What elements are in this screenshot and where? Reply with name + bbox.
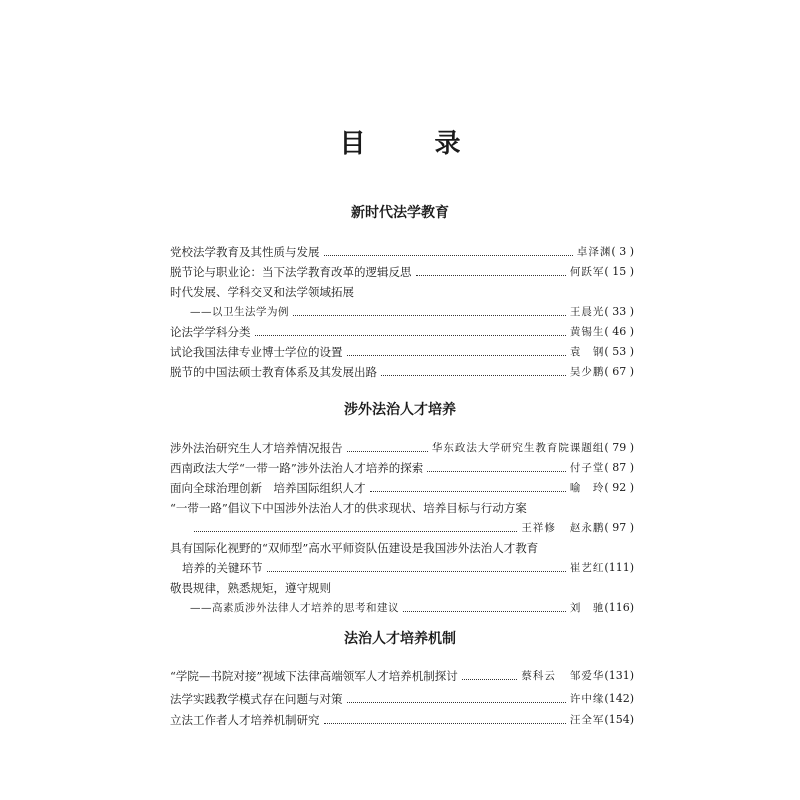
- toc-entry-page: (111): [604, 561, 634, 574]
- section-heading: 法治人才培养机制: [344, 631, 456, 647]
- toc-entry-page: ( 3 ): [611, 245, 634, 258]
- toc-entry[interactable]: [170, 538, 634, 558]
- toc-entry-author: 赵永鹏: [569, 522, 605, 534]
- dot-leader: [462, 678, 518, 680]
- toc-entry-page: ( 33 ): [604, 305, 634, 318]
- toc-entry-author: 付子堂: [569, 462, 605, 474]
- toc-entry[interactable]: [170, 598, 634, 618]
- toc-entry-author: 华东政法大学研究生教育院课题组: [431, 442, 605, 454]
- toc-entry-title: 时代发展、学科交叉和法学领域拓展: [170, 285, 354, 299]
- toc-entry-title: 试论我国法律专业博士学位的设置: [170, 345, 343, 359]
- toc-entry-author: 汪全军: [569, 714, 605, 726]
- toc-entry-author: 王祥修: [521, 522, 556, 534]
- dot-leader: [347, 701, 566, 703]
- toc-entry-page: ( 97 ): [604, 521, 634, 534]
- dot-leader: [324, 722, 566, 724]
- toc-entry-author: 蔡科云: [521, 670, 556, 682]
- toc-entry-title: 脱节的中国法硕士教育体系及其发展出路: [170, 365, 377, 379]
- section-heading: 新时代法学教育: [351, 205, 449, 221]
- toc-entry-author: 崔艺红: [569, 562, 605, 574]
- toc-entry[interactable]: [170, 478, 634, 498]
- section-heading: 涉外法治人才培养: [344, 402, 456, 418]
- dot-leader: [370, 490, 566, 492]
- toc-entry-title: “学院—书院对接”视域下法律高端领军人才培养机制探讨: [170, 669, 458, 683]
- toc-entry-subtitle: ——高素质涉外法律人才培养的思考和建议: [190, 602, 399, 614]
- toc-entry-page: ( 46 ): [604, 325, 634, 338]
- toc-entry-author: 黄锡生: [569, 326, 605, 338]
- toc-entry-title: 敬畏规律，熟悉规矩，遵守规则: [170, 581, 331, 595]
- toc-entry[interactable]: [170, 282, 634, 302]
- dot-leader: [347, 354, 566, 356]
- toc-entry-author: 邹爱华: [569, 670, 605, 682]
- toc-entry-title: 脱节论与职业论：当下法学教育改革的逻辑反思: [170, 265, 412, 279]
- toc-entry-title: 论法学学科分类: [170, 325, 251, 339]
- toc-entry[interactable]: [170, 242, 634, 262]
- toc-entry-page: (116): [604, 601, 634, 614]
- dot-leader: [403, 610, 566, 612]
- toc-entry[interactable]: [170, 362, 634, 382]
- toc-entry-title: 立法工作者人才培养机制研究: [170, 713, 320, 727]
- dot-leader: [293, 314, 566, 316]
- toc-entry[interactable]: [170, 262, 634, 282]
- dot-leader: [194, 530, 517, 532]
- toc-entry-author: 何跃军: [569, 266, 605, 278]
- toc-entry[interactable]: [170, 498, 634, 518]
- toc-entry-author: 王晨光: [569, 306, 605, 318]
- toc-entry-author: 吴少鹏: [569, 366, 605, 378]
- toc-entry[interactable]: [170, 518, 634, 538]
- toc-entry-author: 卓泽渊: [576, 246, 612, 258]
- toc-entry-author: 袁 钢: [569, 346, 605, 358]
- toc-entry-subtitle: ——以卫生法学为例: [190, 306, 289, 318]
- dot-leader: [381, 374, 566, 376]
- toc-entry[interactable]: [170, 438, 634, 458]
- toc-entry-author: 刘 驰: [569, 602, 605, 614]
- toc-entry[interactable]: [170, 666, 634, 686]
- toc-entry-page: ( 67 ): [604, 365, 634, 378]
- toc-entry[interactable]: [170, 342, 634, 362]
- toc-entry-page: ( 87 ): [604, 461, 634, 474]
- toc-entry-page: ( 53 ): [604, 345, 634, 358]
- toc-entry-title: 西南政法大学“一带一路”涉外法治人才培养的探索: [170, 461, 424, 475]
- toc-entry-page: ( 92 ): [604, 481, 634, 494]
- toc-entry-title: 培养的关键环节: [182, 561, 263, 575]
- toc-entry-author: 喻 玲: [569, 482, 605, 494]
- toc-entry-title: 涉外法治研究生人才培养情况报告: [170, 441, 343, 455]
- toc-entry[interactable]: [170, 322, 634, 342]
- toc-entry-author: 许中缘: [569, 693, 605, 705]
- dot-leader: [347, 450, 428, 452]
- dot-leader: [427, 470, 566, 472]
- toc-entry-title: “一带一路”倡议下中国涉外法治人才的供求现状、培养目标与行动方案: [170, 501, 527, 515]
- toc-entry-title: 党校法学教育及其性质与发展: [170, 245, 320, 259]
- dot-leader: [324, 254, 573, 256]
- toc-entry[interactable]: [170, 689, 634, 709]
- toc-entry-page: ( 15 ): [604, 265, 634, 278]
- toc-entry-title: 面向全球治理创新 培养国际组织人才: [170, 481, 366, 495]
- toc-entry-title: 法学实践教学模式存在问题与对策: [170, 692, 343, 706]
- toc-entry[interactable]: [182, 558, 634, 578]
- toc-entry-title: 具有国际化视野的“双师型”高水平师资队伍建设是我国涉外法治人才教育: [170, 541, 539, 555]
- dot-leader: [255, 334, 566, 336]
- toc-entry[interactable]: [170, 302, 634, 322]
- toc-entry-page: ( 79 ): [604, 441, 634, 454]
- page-title: 目 录: [339, 129, 491, 159]
- toc-entry[interactable]: [170, 578, 634, 598]
- toc-entry-page: (142): [604, 692, 634, 705]
- dot-leader: [267, 570, 566, 572]
- toc-entry-page: (154): [604, 713, 634, 726]
- toc-entry[interactable]: [170, 458, 634, 478]
- dot-leader: [416, 274, 566, 276]
- toc-entry[interactable]: [170, 710, 634, 730]
- toc-entry-page: (131): [604, 669, 634, 682]
